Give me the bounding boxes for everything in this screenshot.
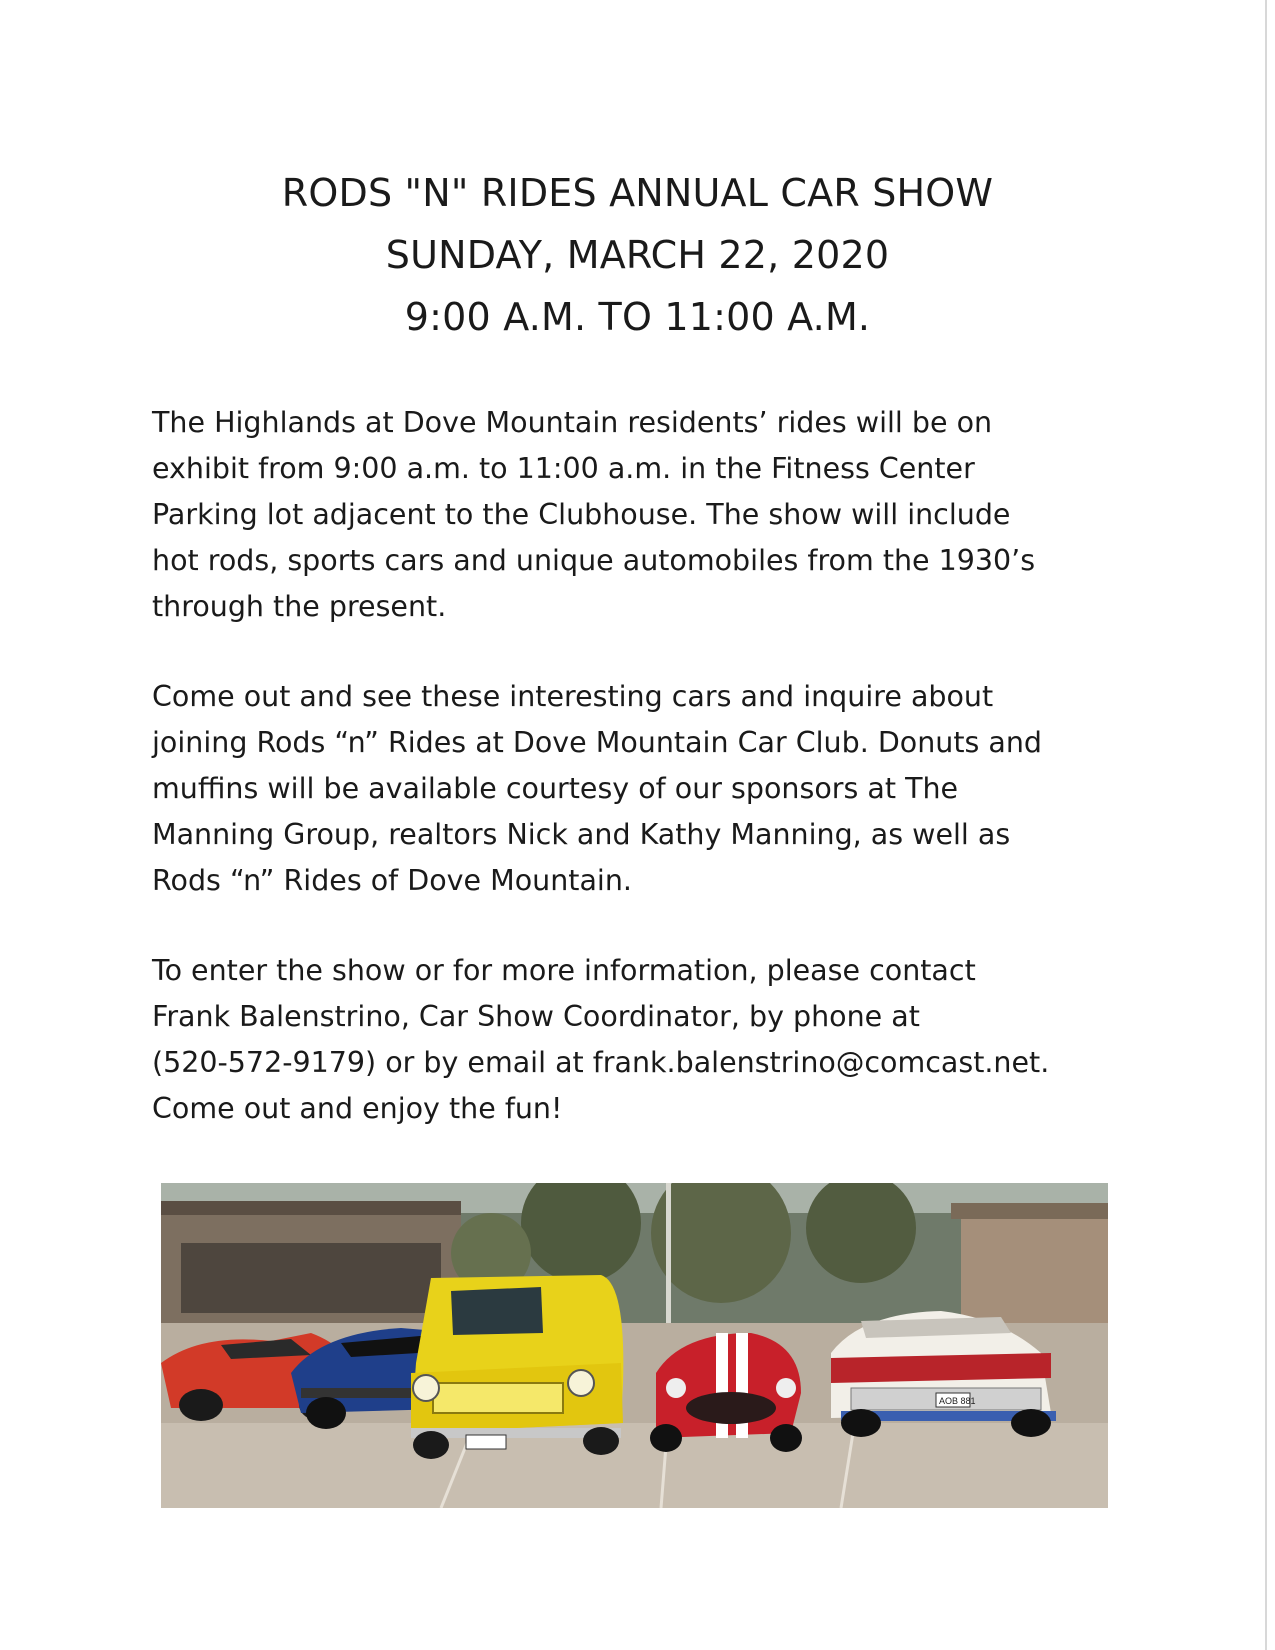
paragraph-line: Manning Group, realtors Nick and Kathy Manning, as well as: [152, 818, 1011, 851]
paragraph-line: muffins will be available courtesy of our sponsors at The: [152, 772, 959, 805]
car-show-photo: [161, 1183, 1108, 1508]
clubhouse-building-right: [961, 1213, 1108, 1323]
paragraph-invitation: [152, 674, 1132, 904]
title-event-name: RODS "N" RIDES ANNUAL CAR SHOW: [281, 171, 994, 215]
license-plate-text: AOB 881: [939, 1396, 976, 1406]
paragraph-line: Frank Balenstrino, Car Show Coordinator, by phone at: [152, 1000, 920, 1033]
paragraph-exhibit-info: [152, 400, 1132, 630]
paragraph-line: To enter the show or for more information, please contact: [152, 954, 976, 987]
paragraph-line: exhibit from 9:00 a.m. to 11:00 a.m. in the Fitness Center: [152, 452, 975, 485]
paragraph-line: Parking lot adjacent to the Clubhouse. The show will include: [152, 498, 1011, 531]
paragraph-line: The Highlands at Dove Mountain residents’ rides will be on: [152, 406, 993, 439]
paragraph-contact: [152, 948, 1132, 1132]
flyer-title: [0, 162, 1275, 348]
flyer-body: [152, 400, 1132, 1176]
paragraph-line: Come out and enjoy the fun!: [152, 1092, 563, 1125]
paragraph-line: joining Rods “n” Rides at Dove Mountain Car Club. Donuts and: [152, 726, 1043, 759]
paragraph-line: Rods “n” Rides of Dove Mountain.: [152, 864, 632, 897]
paragraph-line: through the present.: [152, 590, 447, 623]
title-time: 9:00 A.M. TO 11:00 A.M.: [404, 295, 871, 339]
paragraph-line: (520-572-9179) or by email at frank.balenstrino@comcast.net.: [152, 1046, 1050, 1079]
paragraph-line: Come out and see these interesting cars and inquire about: [152, 680, 994, 713]
yellow-panel-truck: [411, 1275, 623, 1459]
title-date: SUNDAY, MARCH 22, 2020: [385, 233, 890, 277]
paragraph-line: hot rods, sports cars and unique automobiles from the 1930’s: [152, 544, 1036, 577]
